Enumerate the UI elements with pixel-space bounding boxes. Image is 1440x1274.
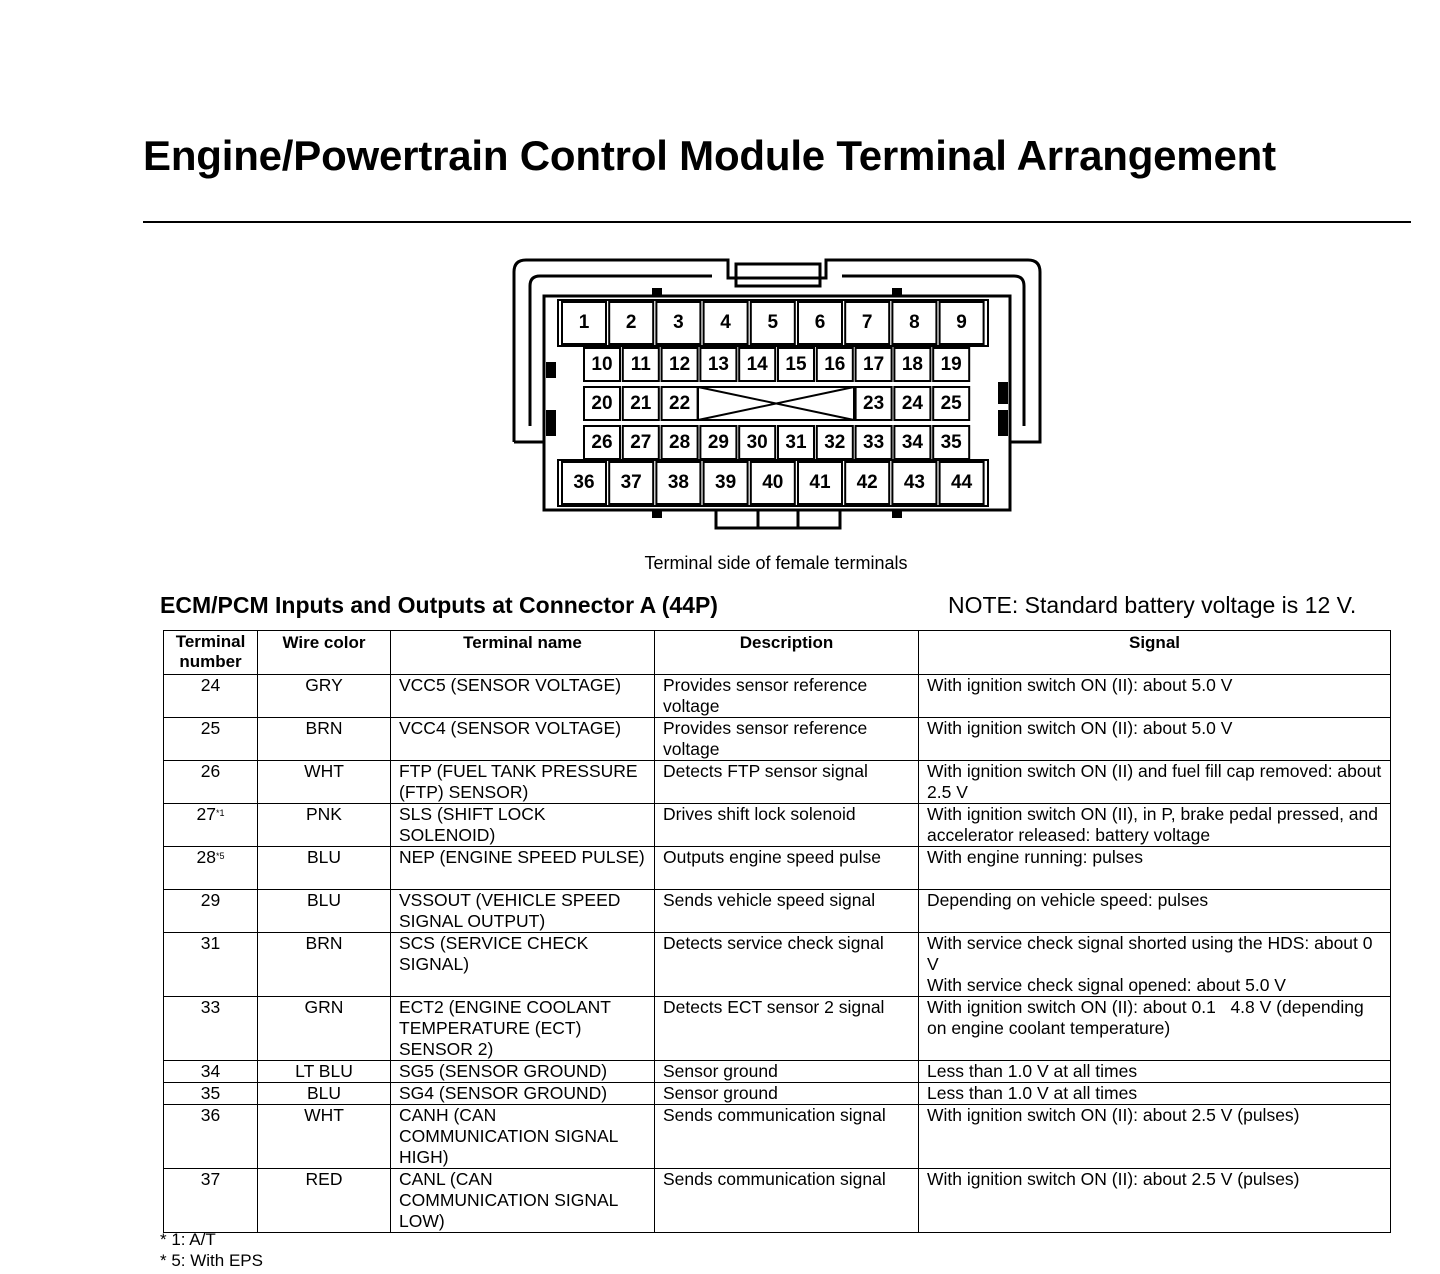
cell-signal: [919, 761, 1391, 804]
cell-name-text: SCS (SERVICE CHECK SIGNAL): [399, 933, 589, 974]
cell-num-text: 25: [200, 718, 221, 738]
cell-name-text: SG4 (SENSOR GROUND): [399, 1083, 608, 1103]
pin-label: 23: [863, 392, 885, 414]
pin-label: 13: [707, 353, 729, 375]
cell-desc: [655, 933, 919, 997]
cell-signal-text: With ignition switch ON (II): about 0.1 4.8 V (depending on engine coolant temperature): [927, 997, 1364, 1038]
cell-wire: [258, 804, 391, 847]
cell-num-text: 35: [200, 1083, 221, 1103]
pin-label: 32: [824, 431, 846, 453]
table-row: [164, 933, 1391, 997]
connector-diagram: [500, 250, 1060, 540]
pin-label: 28: [669, 431, 691, 453]
pin-label: 26: [591, 431, 613, 453]
cell-wire-text: WHT: [304, 761, 344, 781]
pin-label: 38: [667, 472, 689, 493]
cell-desc: [655, 847, 919, 890]
cell-desc: [655, 1083, 919, 1105]
cell-num-text: 28: [196, 847, 216, 867]
cell-signal-text: With service check signal shorted using the HDS: about 0 V: [927, 933, 1373, 974]
cell-wire-text: RED: [305, 1169, 343, 1189]
cell-num: [164, 890, 258, 933]
pin-label: 3: [673, 312, 684, 333]
pin-label: 33: [863, 431, 885, 453]
footnote-marker: *1: [215, 808, 225, 818]
cell-signal: [919, 1061, 1391, 1083]
cell-signal-text: With ignition switch ON (II): about 5.0 V: [927, 675, 1233, 695]
cell-signal: [919, 804, 1391, 847]
cell-name-text: SG5 (SENSOR GROUND): [399, 1061, 608, 1081]
cell-name-text: VCC4 (SENSOR VOLTAGE): [399, 718, 622, 738]
table-row: [164, 847, 1391, 890]
table-header-row: [164, 631, 1391, 675]
pin-label: 2: [625, 312, 637, 333]
cell-signal: [919, 1169, 1391, 1233]
cell-num-text: 29: [200, 890, 221, 910]
cell-wire-text: PNK: [306, 804, 342, 824]
pin-label: 16: [824, 353, 846, 375]
pin-label: 35: [940, 431, 962, 453]
cell-wire-text: WHT: [304, 1105, 344, 1125]
pin-label: 7: [861, 312, 873, 333]
cell-desc: [655, 890, 919, 933]
cell-desc-text: Sends communication signal: [663, 1105, 886, 1125]
footnote-marker: *5: [215, 851, 225, 861]
cell-signal-text: With engine running: pulses: [927, 847, 1143, 867]
pin-label: 18: [901, 353, 923, 375]
pin-label: 29: [707, 431, 729, 453]
cell-name: [391, 1105, 655, 1169]
cell-desc-text: Sensor ground: [663, 1083, 778, 1103]
cell-signal: [919, 1105, 1391, 1169]
cell-name: [391, 1083, 655, 1105]
cell-desc: [655, 1169, 919, 1233]
cell-num: [164, 1083, 258, 1105]
cell-desc: [655, 804, 919, 847]
pin-label: 36: [573, 472, 595, 493]
header-terminal-line1: Terminal: [175, 632, 246, 651]
table-row: [164, 1061, 1391, 1083]
pin-label: 31: [785, 431, 807, 453]
cell-num: [164, 1105, 258, 1169]
table-row: [164, 761, 1391, 804]
pin-label: 4: [720, 312, 731, 333]
page-title: Engine/Powertrain Control Module Terminal Arrangement: [143, 132, 1276, 179]
header-terminal-name: Terminal name: [391, 631, 655, 675]
cell-num: [164, 761, 258, 804]
cell-signal: [919, 847, 1391, 890]
cell-name-text: CANH (CAN COMMUNICATION SIGNAL HIGH): [399, 1105, 618, 1167]
cell-wire-text: BLU: [306, 847, 342, 867]
cell-desc-text: Provides sensor reference voltage: [663, 718, 868, 759]
cell-num: [164, 804, 258, 847]
cell-wire: [258, 1083, 391, 1105]
cell-signal: [919, 890, 1391, 933]
cell-desc: [655, 675, 919, 718]
cell-wire: [258, 718, 391, 761]
io-table: [163, 630, 1391, 1233]
cell-num-text: 24: [200, 675, 221, 695]
cell-name: [391, 718, 655, 761]
cell-desc: [655, 1061, 919, 1083]
pin-label: 6: [814, 312, 826, 333]
pin-label: 5: [767, 312, 779, 333]
pin-label: 25: [940, 392, 962, 414]
pin-label: 20: [591, 392, 613, 414]
cell-num-text: 27: [196, 804, 216, 824]
cell-name-text: CANL (CAN COMMUNICATION SIGNAL LOW): [399, 1169, 618, 1231]
cell-name-text: FTP (FUEL TANK PRESSURE (FTP) SENSOR): [399, 761, 638, 802]
pin-label: 17: [863, 353, 885, 375]
cell-desc-text: Sends communication signal: [663, 1169, 886, 1189]
cell-wire: [258, 890, 391, 933]
cell-signal: [919, 675, 1391, 718]
cell-num: [164, 847, 258, 890]
cell-desc: [655, 718, 919, 761]
header-wire-color: Wire color: [258, 631, 391, 675]
cell-num: [164, 675, 258, 718]
cell-signal-text: Less than 1.0 V at all times: [927, 1083, 1138, 1103]
table-row: [164, 718, 1391, 761]
cell-name-text: SLS (SHIFT LOCK SOLENOID): [399, 804, 546, 845]
pin-label: 21: [630, 392, 652, 414]
pin-label: 44: [951, 472, 973, 493]
cell-signal: [919, 933, 1391, 997]
pin-label: 40: [762, 472, 784, 493]
cell-desc-text: Detects ECT sensor 2 signal: [663, 997, 885, 1017]
pin-label: 34: [901, 431, 923, 453]
table-row: [164, 804, 1391, 847]
cell-signal: [919, 718, 1391, 761]
cell-signal-text-2: With service check signal opened: about 5.0 V: [927, 975, 1286, 995]
table-row: [164, 1105, 1391, 1169]
pin-label: 27: [630, 431, 652, 453]
cell-desc-text: Detects FTP sensor signal: [663, 761, 868, 781]
pin-label: 39: [715, 472, 737, 493]
cell-num: [164, 997, 258, 1061]
cell-desc-text: Detects service check signal: [663, 933, 884, 953]
header-signal: Signal: [919, 631, 1391, 675]
footnote-1: * 1: A/T: [160, 1230, 216, 1249]
pin-label: 22: [669, 392, 691, 414]
connector-caption: Terminal side of female terminals: [644, 553, 908, 573]
cell-num-text: 26: [200, 761, 221, 781]
cell-wire: [258, 1105, 391, 1169]
cell-wire: [258, 1169, 391, 1233]
cell-wire: [258, 933, 391, 997]
cell-desc-text: Provides sensor reference voltage: [663, 675, 868, 716]
cell-name: [391, 847, 655, 890]
cell-num: [164, 718, 258, 761]
pin-label: 12: [669, 353, 691, 375]
cell-desc: [655, 997, 919, 1061]
pin-label: 10: [591, 353, 613, 375]
table-row: [164, 1083, 1391, 1105]
pin-label: 14: [746, 353, 768, 375]
cell-signal-text: Less than 1.0 V at all times: [927, 1061, 1138, 1081]
table-row: [164, 675, 1391, 718]
cell-name: [391, 675, 655, 718]
cell-num-text: 37: [200, 1169, 221, 1189]
cell-num-text: 36: [200, 1105, 221, 1125]
cell-wire: [258, 761, 391, 804]
cell-num: [164, 1061, 258, 1083]
cell-name: [391, 761, 655, 804]
pin-label: 9: [956, 312, 967, 333]
cell-name: [391, 997, 655, 1061]
cell-wire-text: LT BLU: [295, 1061, 353, 1081]
cell-wire-text: GRY: [305, 675, 343, 695]
cell-signal: [919, 997, 1391, 1061]
voltage-note: NOTE: Standard battery voltage is 12 V.: [948, 592, 1357, 618]
table-row: [164, 997, 1391, 1061]
cell-wire-text: GRN: [304, 997, 344, 1017]
cell-wire-text: BLU: [306, 1083, 342, 1103]
cell-signal-text: With ignition switch ON (II): about 2.5 V (pulses): [927, 1105, 1300, 1125]
pin-label: 37: [620, 472, 642, 493]
cell-num-text: 31: [200, 933, 221, 953]
pin-label: 42: [856, 472, 878, 493]
cell-name-text: NEP (ENGINE SPEED PULSE): [399, 847, 645, 867]
cell-name: [391, 933, 655, 997]
pin-label: 43: [903, 472, 925, 493]
cell-num-text: 34: [200, 1061, 221, 1081]
cell-wire: [258, 675, 391, 718]
section-title: ECM/PCM Inputs and Outputs at Connector A (44P): [160, 592, 718, 618]
cell-wire-text: BRN: [305, 933, 343, 953]
cell-name: [391, 804, 655, 847]
footnote-5: * 5: With EPS: [160, 1251, 263, 1270]
cell-signal-text: With ignition switch ON (II): about 5.0 V: [927, 718, 1233, 738]
cell-num: [164, 1169, 258, 1233]
pin-label: 11: [630, 353, 651, 375]
pin-label: 8: [909, 312, 920, 333]
cell-desc-text: Drives shift lock solenoid: [663, 804, 856, 824]
cell-name-text: ECT2 (ENGINE COOLANT TEMPERATURE (ECT) SENSOR 2): [399, 997, 611, 1059]
pin-label: 30: [746, 431, 768, 453]
cell-num-text: 33: [200, 997, 221, 1017]
pin-label: 41: [809, 472, 831, 493]
cell-name-text: VSSOUT (VEHICLE SPEED SIGNAL OUTPUT): [399, 890, 621, 931]
cell-name: [391, 1061, 655, 1083]
cell-desc-text: Sends vehicle speed signal: [663, 890, 876, 910]
pin-label: 24: [901, 392, 923, 414]
header-terminal-number: [164, 631, 258, 675]
cell-wire: [258, 1061, 391, 1083]
cell-signal-text: With ignition switch ON (II): about 2.5 V (pulses): [927, 1169, 1300, 1189]
cell-num: [164, 933, 258, 997]
table-row: [164, 890, 1391, 933]
cell-desc-text: Outputs engine speed pulse: [663, 847, 881, 867]
cell-wire: [258, 847, 391, 890]
title-divider: [143, 221, 1411, 223]
cell-wire: [258, 997, 391, 1061]
cell-name: [391, 890, 655, 933]
cell-wire-text: BLU: [306, 890, 342, 910]
cell-name: [391, 1169, 655, 1233]
cell-signal-text: Depending on vehicle speed: pulses: [927, 890, 1209, 910]
pin-label: 19: [940, 353, 962, 375]
cell-signal-text: With ignition switch ON (II), in P, brake pedal pressed, and accelerator released: battery voltage: [927, 804, 1379, 845]
table-row: [164, 1169, 1391, 1233]
header-description: Description: [655, 631, 919, 675]
pin-label: 15: [785, 353, 807, 375]
cell-desc: [655, 1105, 919, 1169]
pin-label: 1: [578, 312, 590, 333]
cell-wire-text: BRN: [305, 718, 343, 738]
cell-desc: [655, 761, 919, 804]
cell-desc-text: Sensor ground: [663, 1061, 778, 1081]
cell-signal: [919, 1083, 1391, 1105]
header-terminal-line2: number: [179, 652, 242, 671]
cell-name-text: VCC5 (SENSOR VOLTAGE): [399, 675, 622, 695]
cell-signal-text: With ignition switch ON (II) and fuel fill cap removed: about 2.5 V: [927, 761, 1382, 802]
